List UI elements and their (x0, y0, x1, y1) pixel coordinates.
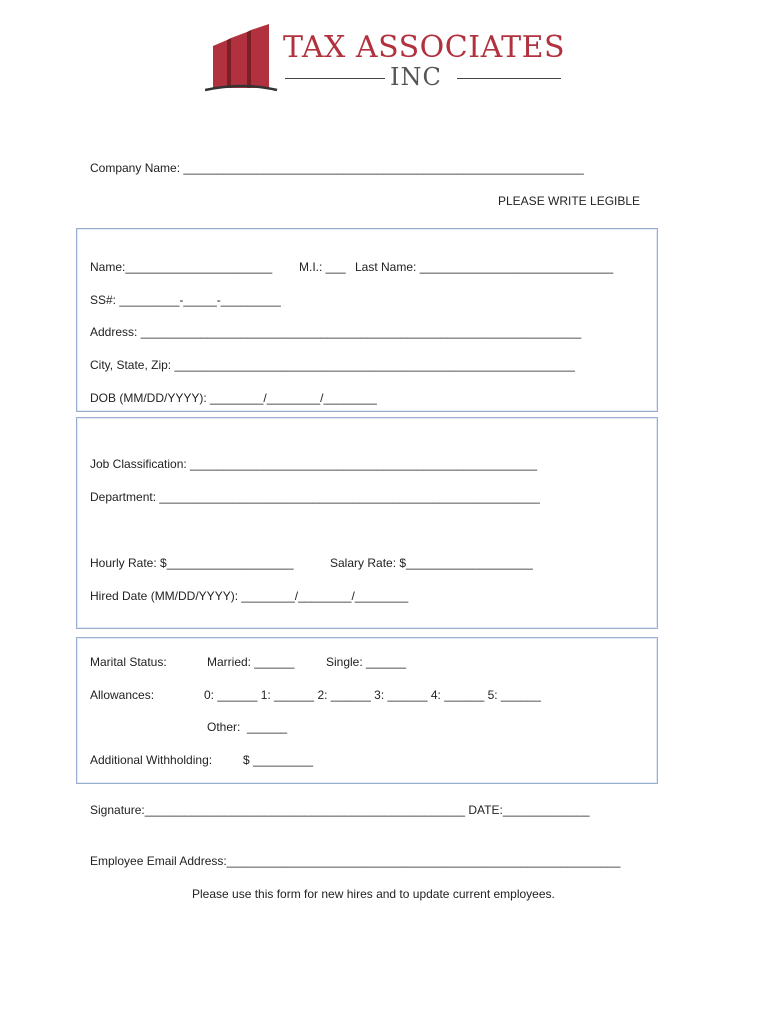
marital-status-label: Marital Status: (90, 655, 167, 669)
personal-info-section (76, 228, 658, 412)
department-field[interactable]: Department: _________________________________________________________ (90, 490, 540, 504)
job-classification-field[interactable]: Job Classification: ____________________________________________________ (90, 457, 538, 471)
city-state-zip-field[interactable]: City, State, Zip: ____________________________________________________________ (90, 358, 575, 372)
last-name-field[interactable]: Last Name: _____________________________ (355, 260, 614, 274)
hired-date-field[interactable]: Hired Date (MM/DD/YYYY): ________/________/________ (90, 589, 409, 603)
logo-brand-text: TAX ASSOCIATES (283, 30, 566, 65)
other-allowance-field[interactable]: Other: ______ (207, 720, 288, 734)
employee-email-field[interactable]: Employee Email Address:___________________________________________________________ (90, 854, 621, 868)
signature-date-field[interactable]: Signature:________________________________________________ DATE:_____________ (90, 803, 590, 817)
allowances-fields[interactable]: 0: ______ 1: ______ 2: ______ 3: ______ 4: ______ 5: ______ (204, 688, 541, 702)
additional-withholding-field[interactable]: $ _________ (243, 753, 314, 767)
allowances-label: Allowances: (90, 688, 155, 702)
hourly-rate-field[interactable]: Hourly Rate: $___________________ (90, 556, 294, 570)
company-logo (205, 24, 565, 94)
address-field[interactable]: Address: __________________________________________________________________ (90, 325, 582, 339)
salary-rate-field[interactable]: Salary Rate: $___________________ (330, 556, 533, 570)
single-field[interactable]: Single: ______ (326, 655, 407, 669)
additional-withholding-label: Additional Withholding: (90, 753, 213, 767)
ssn-field[interactable]: SS#: _________-_____-_________ (90, 293, 281, 307)
logo-inc-text: INC (390, 63, 442, 91)
dob-field[interactable]: DOB (MM/DD/YYYY): ________/________/________ (90, 391, 377, 405)
company-name-field[interactable]: Company Name: ____________________________________________________________ (90, 161, 584, 175)
building-icon (205, 24, 281, 94)
married-field[interactable]: Married: ______ (207, 655, 295, 669)
legibility-notice: PLEASE WRITE LEGIBLE (498, 194, 641, 208)
form-usage-note: Please use this form for new hires and to update current employees. (192, 887, 555, 901)
middle-initial-field[interactable]: M.I.: ___ (299, 260, 346, 274)
logo-line-right (457, 78, 561, 79)
first-name-field[interactable]: Name:______________________ (90, 260, 273, 274)
logo-line-left (285, 78, 385, 79)
